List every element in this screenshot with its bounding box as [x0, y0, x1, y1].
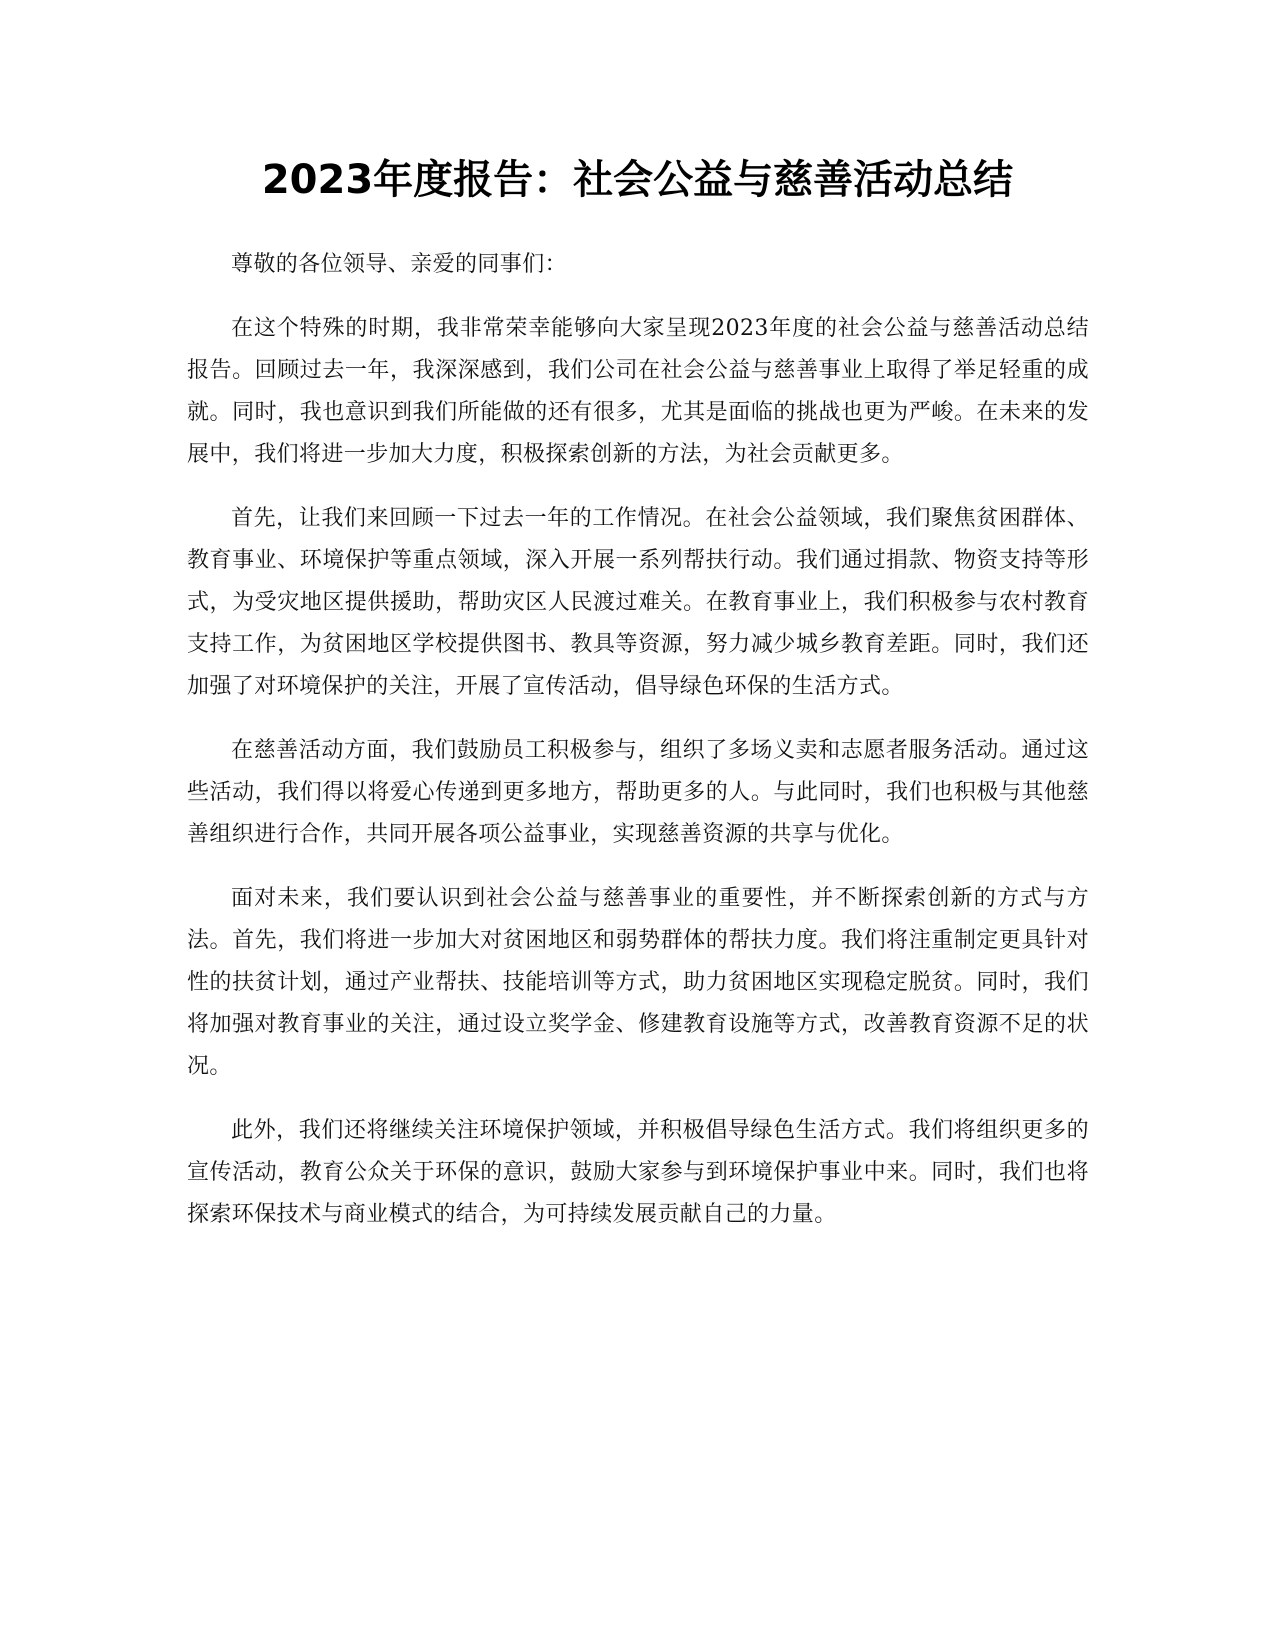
paragraph-future: 面对未来，我们要认识到社会公益与慈善事业的重要性，并不断探索创新的方式与方法。首先，我们将进一步加大对贫困地区和弱势群体的帮扶力度。我们将注重制定更具针对性的扶贫计划，通过产业帮扶、技能培训等方式，助力贫困地区实现稳定脱贫。同时，我们将加强对教育事业的关注，通过设立奖学金、修建教育设施等方式，改善教育资源不足的状况。 [187, 886, 1089, 1079]
paragraph-introduction: 在这个特殊的时期，我非常荣幸能够向大家呈现2023年度的社会公益与慈善活动总结报告。回顾过去一年，我深深感到，我们公司在社会公益与慈善事业上取得了举足轻重的成就。同时，我也意识到我们所能做的还有很多，尤其是面临的挑战也更为严峻。在未来的发展中，我们将进一步加大力度，积极探索创新的方法，为社会贡献更多。 [187, 316, 1089, 467]
paragraph-charity: 在慈善活动方面，我们鼓励员工积极参与，组织了多场义卖和志愿者服务活动。通过这些活动，我们得以将爱心传递到更多地方，帮助更多的人。与此同时，我们也积极与其他慈善组织进行合作，共同开展各项公益事业，实现慈善资源的共享与优化。 [187, 738, 1089, 847]
document-body [187, 244, 1089, 1258]
paragraph-environment: 此外，我们还将继续关注环境保护领域，并积极倡导绿色生活方式。我们将组织更多的宣传活动，教育公众关于环保的意识，鼓励大家参与到环境保护事业中来。同时，我们也将探索环保技术与商业模式的结合，为可持续发展贡献自己的力量。 [187, 1118, 1089, 1227]
document-title: 2023年度报告：社会公益与慈善活动总结 [261, 157, 1014, 203]
paragraph-review: 首先，让我们来回顾一下过去一年的工作情况。在社会公益领域，我们聚焦贫困群体、教育事业、环境保护等重点领域，深入开展一系列帮扶行动。我们通过捐款、物资支持等形式，为受灾地区提供援助，帮助灾区人民渡过难关。在教育事业上，我们积极参与农村教育支持工作，为贫困地区学校提供图书、教具等资源，努力减少城乡教育差距。同时，我们还加强了对环境保护的关注，开展了宣传活动，倡导绿色环保的生活方式。 [187, 506, 1089, 699]
paragraph-salutation: 尊敬的各位领导、亲爱的同事们： [231, 252, 568, 277]
